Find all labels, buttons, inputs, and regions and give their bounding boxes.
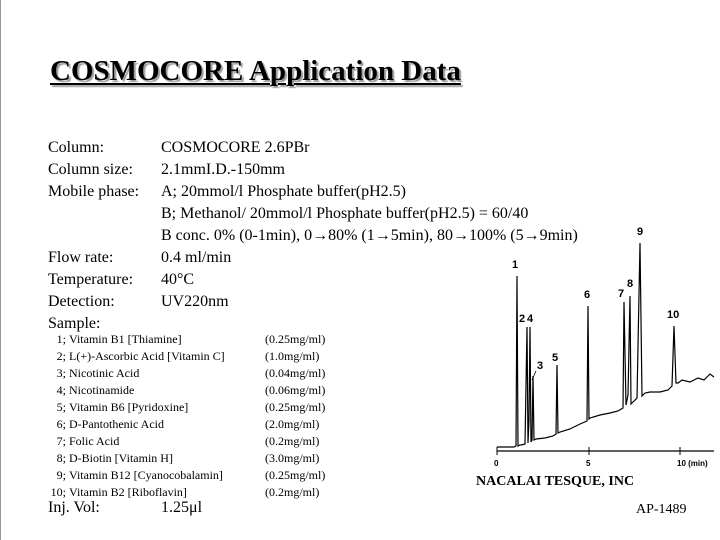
flow-rate-value: 0.4 ml/min <box>161 249 232 266</box>
sample-label: Sample: <box>48 315 101 332</box>
column-label: Column: <box>48 139 105 156</box>
peak-label: 2 <box>519 313 526 325</box>
peak-label: 10 <box>667 309 680 321</box>
inj-vol-value: 1.25μl <box>161 499 203 516</box>
column-size-label: Column size: <box>48 161 133 178</box>
x-tick-label: 5 <box>586 459 591 468</box>
mobile-phase-label: Mobile phase: <box>48 183 140 200</box>
column-value: COSMOCORE 2.6PBr <box>161 139 310 156</box>
temperature-label: Temperature: <box>48 271 134 288</box>
company-name: NACALAI TESQUE, INC <box>476 474 635 489</box>
flow-rate-label: Flow rate: <box>48 249 114 266</box>
detection-value: UV220nm <box>161 293 229 310</box>
peak-label: 9 <box>637 226 644 238</box>
inj-vol-label: Inj. Vol: <box>48 499 100 516</box>
document-code: AP-1489 <box>636 502 687 517</box>
chromatogram-trace <box>497 243 714 447</box>
peak-label: 1 <box>512 259 519 271</box>
detection-label: Detection: <box>48 293 115 310</box>
temperature-value: 40°C <box>161 271 195 288</box>
mobile-phase-gradient: B conc. 0% (0-1min), 0→80% (1→5min), 80→100% (5→9min) <box>161 227 578 244</box>
peak-label: 7 <box>618 288 625 300</box>
x-tick-label: 0 <box>494 459 499 468</box>
mobile-phase-b: B; Methanol/ 20mmol/l Phosphate buffer(pH2.5) = 60/40 <box>161 205 529 222</box>
peak-label: 5 <box>552 352 559 364</box>
peak-label: 6 <box>584 289 591 301</box>
column-size-value: 2.1mmI.D.-150mm <box>161 161 285 178</box>
page-title: COSMOCORE Application Data <box>50 55 461 87</box>
peak-label: 4 <box>527 313 534 325</box>
peak-label: 8 <box>627 278 634 290</box>
x-tick-label: 10 (min) <box>677 459 708 468</box>
peak-label: 3 <box>537 360 544 372</box>
mobile-phase-a: A; 20mmol/l Phosphate buffer(pH2.5) <box>161 183 407 200</box>
peak-3-leader <box>532 371 536 380</box>
